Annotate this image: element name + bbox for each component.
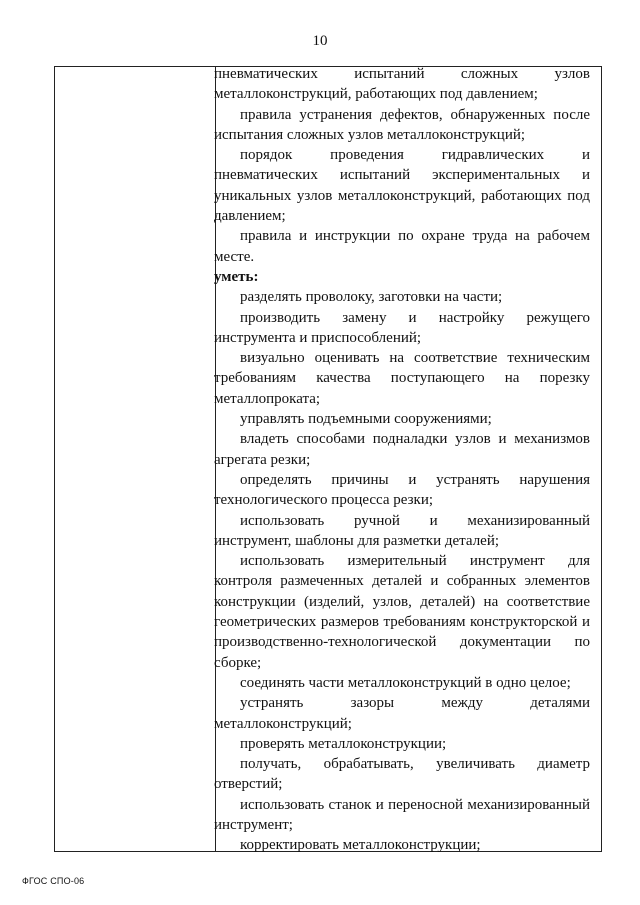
skill-item: владеть способами подналадки узлов и механизмов агрегата резки; bbox=[214, 431, 590, 468]
paragraph-continuation: пневматических испытаний сложных узлов металлоконструкций, работающих под давлением; bbox=[214, 66, 590, 103]
skill-item: использовать измерительный инструмент для контроля размеченных деталей и собранных элементов конструкции (изделий, узлов, деталей) на соответствие геометрических размеров требованиям конструкторской и производственно-технологической документации по сборке; bbox=[214, 553, 590, 671]
table-content-cell bbox=[214, 64, 590, 856]
paragraph-safety-rules: правила и инструкции по охране труда на рабочем месте. bbox=[214, 228, 590, 265]
skill-item: управлять подъемными сооружениями; bbox=[240, 411, 492, 428]
skill-item: соединять части металлоконструкций в одно целое; bbox=[240, 674, 571, 691]
skill-item: получать, обрабатывать, увеличивать диаметр отверстий; bbox=[214, 756, 590, 793]
skill-item: определять причины и устранять нарушения технологического процесса резки; bbox=[214, 471, 590, 509]
document-footer: ФГОС СПО-06 bbox=[22, 876, 85, 886]
paragraph-defect-rules: правила устранения дефектов, обнаруженных после испытания сложных узлов металлоконструкций; bbox=[214, 106, 590, 143]
page-number: 10 bbox=[312, 33, 328, 49]
paragraph-testing-order: порядок проведения гидравлических и пневматических испытаний экспериментальных и уникальных узлов металлоконструкций, работающих под давлением; bbox=[214, 147, 590, 225]
skill-item: корректировать металлоконструкции; bbox=[240, 837, 481, 854]
skill-item: визуально оценивать на соответствие техническим требованиям качества поступающего на порезку металлопроката; bbox=[214, 350, 590, 407]
skill-item: производить замену и настройку режущего инструмента и приспособлений; bbox=[214, 309, 590, 346]
skill-item: использовать ручной и механизированный инструмент, шаблоны для разметки деталей; bbox=[214, 512, 590, 549]
section-heading-skills: уметь: bbox=[214, 268, 259, 285]
skill-item: разделять проволоку, заготовки на части; bbox=[240, 289, 503, 306]
skill-item: устранять зазоры между деталями металлоконструкций; bbox=[214, 695, 590, 732]
skill-item: проверять металлоконструкции; bbox=[240, 735, 447, 752]
skill-item: использовать станок и переносной механизированный инструмент; bbox=[214, 796, 590, 833]
